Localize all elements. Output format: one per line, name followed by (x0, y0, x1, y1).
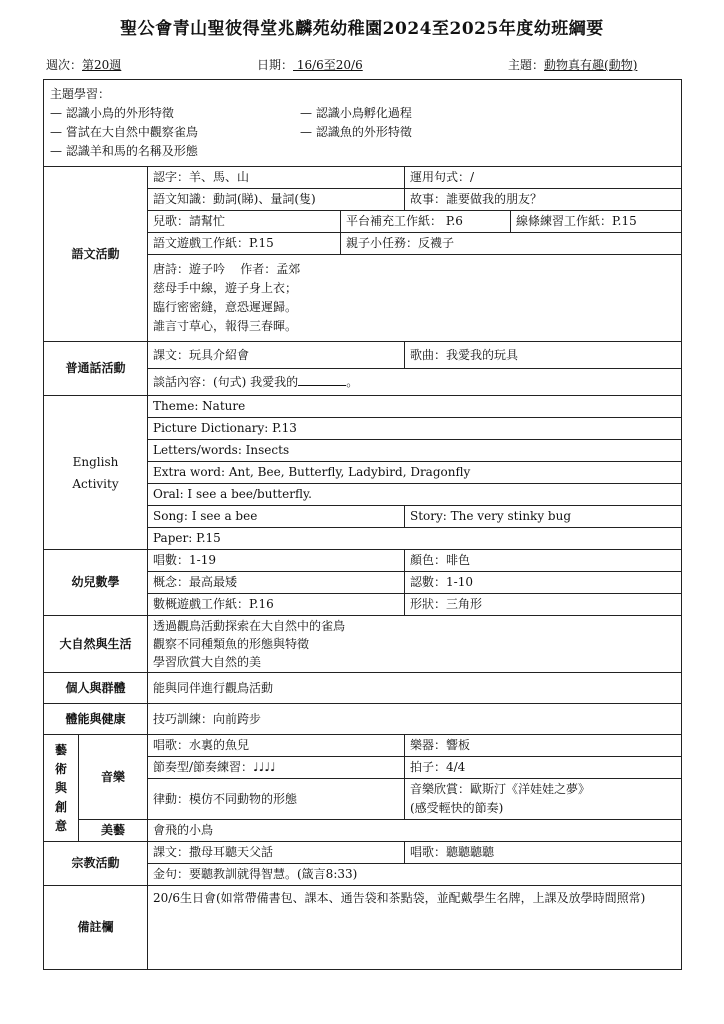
intro-item: — 認識小鳥的外形特徵 (50, 106, 174, 120)
category-chinese: 語文活動 (44, 167, 148, 342)
extra-words: Extra word: Ant, Bee, Butterfly, Ladybird, Dragonfly (148, 462, 682, 484)
date-field (257, 56, 387, 73)
rhythm-practice: 節奏型/節奏練習：♩♩♩♩ (148, 757, 405, 779)
english-song: Song: I see a bee (148, 506, 405, 528)
theme-label: 主題： (508, 58, 545, 72)
week-label: 週次： (46, 58, 83, 72)
theme-learning (44, 80, 682, 167)
nature-content (148, 616, 682, 673)
math-concept: 概念：最高最矮 (148, 572, 405, 594)
intro-item: — 嘗試在大自然中觀察雀鳥 (50, 125, 198, 139)
rote-counting: 唱數：1-19 (148, 550, 405, 572)
poem-line: 誰言寸草心，報得三春暉。 (153, 319, 298, 333)
appreciation-line: 音樂欣賞：歐斯汀《洋娃娃之夢》 (410, 782, 591, 796)
nature-line: 學習欣賞大自然的美 (153, 655, 262, 669)
color-topic: 顏色：啡色 (405, 550, 682, 572)
putonghua-talk (148, 369, 682, 396)
sentence-pattern: 運用句式：/ (405, 167, 682, 189)
category-remarks: 備註欄 (44, 886, 148, 970)
poem-line: 臨行密密縫，意恐遲遲歸。 (153, 300, 298, 314)
number-recognition: 認數：1-10 (405, 572, 682, 594)
talk-suffix: 。 (346, 374, 359, 389)
appreciation-line: (感受輕快的節奏) (410, 801, 504, 815)
intro-item: — 認識羊和馬的名稱及形態 (50, 144, 198, 158)
nature-line: 透過觀鳥活動探索在大自然中的雀鳥 (153, 619, 346, 633)
line-worksheet: 線條練習工作紙：P.15 (511, 211, 682, 233)
picture-dictionary: Picture Dictionary: P.13 (148, 418, 682, 440)
talk-blank (298, 373, 346, 386)
letters-words: Letters/words: Insects (148, 440, 682, 462)
rhyme: 兒歌：請幫忙 (148, 211, 341, 233)
arts-char: 創 (54, 799, 67, 814)
talk-prefix: 談話內容：(句式) 我愛我的 (153, 374, 299, 389)
category-math: 幼兒數學 (44, 550, 148, 616)
category-personal: 個人與群體 (44, 673, 148, 704)
curriculum-table (43, 79, 682, 970)
math-game-worksheet: 數概遊戲工作紙：P.16 (148, 594, 405, 616)
time-signature: 拍子：4/4 (405, 757, 682, 779)
movement: 律動：模仿不同動物的形態 (148, 779, 405, 820)
english-label-line1: English (72, 454, 119, 469)
english-story: Story: The very stinky bug (405, 506, 682, 528)
religion-text: 課文：撒母耳聽天父話 (148, 842, 405, 864)
religion-song: 唱歌：聽聽聽聽 (405, 842, 682, 864)
page-title: 聖公會青山聖彼得堂兆麟苑幼稚園2024至2025年度幼班綱要 (120, 19, 604, 39)
platform-worksheet: 平台補充工作紙： P.6 (341, 211, 511, 233)
putonghua-song: 歌曲：我愛我的玩具 (405, 342, 682, 369)
intro-item: — 認識魚的外形特徵 (300, 125, 412, 139)
remarks-content: 20/6生日會(如常帶備書包、課本、通告袋和茶點袋，並配戴學生名牌，上課及放學時間照常) (148, 886, 682, 970)
theme-value: 動物真有趣(動物) (544, 58, 638, 72)
music-label: 音樂 (79, 735, 148, 820)
parent-child-task: 親子小任務：反襪子 (341, 233, 682, 255)
english-theme: Theme: Nature (148, 396, 682, 418)
personal-content: 能與同伴進行觀鳥活動 (148, 673, 682, 704)
date-label: 日期： (257, 58, 294, 72)
week-field (46, 56, 121, 73)
tang-poem (148, 255, 682, 342)
chinese-story: 故事：誰要做我的朋友？ (405, 189, 682, 211)
theme-field (508, 56, 637, 73)
instrument: 樂器：響板 (405, 735, 682, 757)
visual-arts-content: 會飛的小鳥 (148, 820, 682, 842)
golden-verse: 金句：要聽教訓就得智慧。(箴言8:33) (148, 864, 682, 886)
category-english (44, 396, 148, 550)
poem-line: 慈母手中線，遊子身上衣； (153, 281, 298, 295)
arts-char: 意 (54, 818, 67, 833)
putonghua-text: 課文：玩具介紹會 (148, 342, 405, 369)
arts-char: 與 (54, 780, 67, 795)
category-physical: 體能與健康 (44, 704, 148, 735)
arts-char: 藝 (54, 742, 67, 757)
shape-topic: 形狀：三角形 (405, 594, 682, 616)
intro-row (44, 80, 682, 167)
intro-item: — 認識小鳥孵化過程 (300, 106, 412, 120)
physical-content: 技巧訓練：向前跨步 (148, 704, 682, 735)
oral-practice: Oral: I see a bee/butterfly. (148, 484, 682, 506)
arts-char: 術 (54, 761, 67, 776)
singing: 唱歌：水裏的魚兒 (148, 735, 405, 757)
poem-line: 唐詩：遊子吟 作者：孟郊 (153, 262, 301, 276)
theme-learning-heading: 主題學習： (50, 87, 111, 101)
language-knowledge: 語文知識：動詞(睇)、量詞(隻) (148, 189, 405, 211)
week-value: 第20週 (82, 58, 122, 72)
english-label-line2: Activity (72, 476, 119, 491)
english-paper: Paper: P.15 (148, 528, 682, 550)
music-appreciation (405, 779, 682, 820)
language-game-worksheet: 語文遊戲工作紙：P.15 (148, 233, 341, 255)
nature-line: 觀察不同種類魚的形態與特徵 (153, 637, 310, 651)
visual-arts-label: 美藝 (79, 820, 148, 842)
char-recognition: 認字：羊、馬、山 (148, 167, 405, 189)
category-arts (44, 735, 79, 842)
category-nature: 大自然與生活 (44, 616, 148, 673)
category-religion: 宗教活動 (44, 842, 148, 886)
category-putonghua: 普通話活動 (44, 342, 148, 396)
date-value: 16/6至20/6 (293, 58, 363, 72)
